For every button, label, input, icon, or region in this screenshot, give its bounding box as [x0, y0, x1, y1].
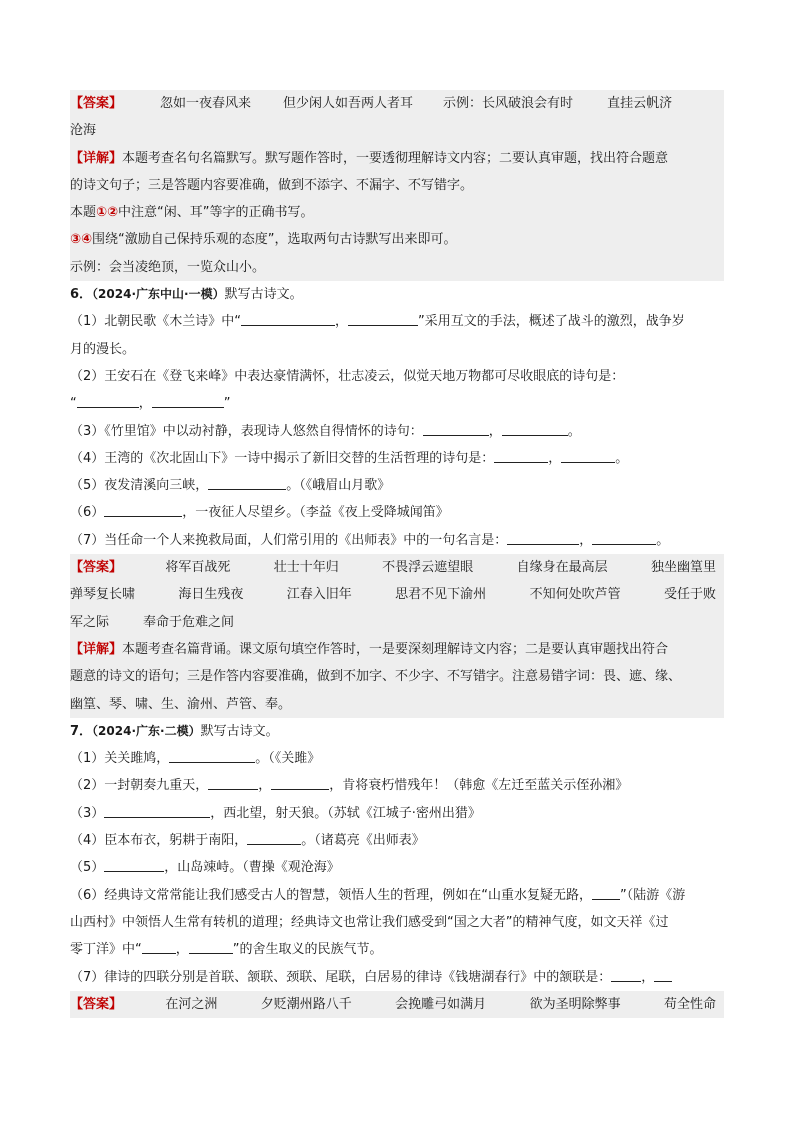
prompt-text: （4）王湾的《次北固山下》一诗中揭示了新旧交替的生活哲理的诗句是：: [70, 450, 495, 466]
q6-detail-line: [70, 636, 724, 663]
prompt-text: ，一夜征人尽望乡。（李益《夜上受降城闻笛》: [182, 505, 449, 521]
answer-item: 示例：长风破浪会有时: [443, 96, 574, 111]
q6-answer-line: [70, 554, 724, 581]
prompt-text: ，: [488, 423, 502, 439]
prompt-text: 。: [656, 532, 670, 548]
sub-question: [70, 964, 724, 991]
prompt-text: ，: [579, 532, 593, 548]
answer-blank[interactable]: [104, 859, 164, 872]
sub-question: [70, 800, 724, 827]
document-page: [70, 90, 724, 1018]
prompt-text: ，: [548, 450, 562, 466]
prompt-text: （6）经典诗文常常能让我们感受古人的智慧，领悟人生的哲理，例如在“山重水复疑无路，: [70, 887, 593, 903]
prompt-text: ，: [641, 969, 655, 985]
q5-detail-line: 示例：会当凌绝顶，一览众山小。: [70, 259, 266, 275]
question-number: 7．: [70, 723, 93, 739]
answer-blank[interactable]: [189, 941, 233, 954]
prompt-text: （5）: [70, 860, 105, 876]
prompt-text: （2）一封朝奏九重天，: [70, 778, 209, 794]
q5-answer-tail: 沧海: [70, 123, 97, 139]
question-header: [70, 281, 724, 308]
prompt-text: “: [70, 396, 77, 412]
prompt-text: ”的舍生取义的民族气节。: [232, 942, 383, 958]
q7-answer-line: [70, 991, 724, 1018]
prompt-text: ，山岛竦峙。（曹操《观沧海》: [164, 860, 340, 876]
sub-question: [70, 499, 724, 526]
q5-answer-block: [70, 90, 724, 281]
prompt-text: ”采用互文的手法，概述了战斗的激烈，战争岁: [418, 314, 685, 330]
answer-item: 受任于败: [663, 587, 716, 603]
sub-question: [70, 308, 724, 335]
question-7: [70, 718, 724, 991]
answer-blank[interactable]: [152, 395, 224, 408]
q5-detail-line: [70, 199, 724, 226]
prompt-text: ”: [223, 396, 231, 412]
answer-blank[interactable]: [142, 941, 176, 954]
answer-blank[interactable]: [241, 313, 335, 326]
question-header: [70, 718, 724, 745]
question-number: 6．: [70, 287, 93, 303]
answer-item: 思君不见下渝州: [395, 587, 487, 603]
prompt-text: （1）北朝民歌《木兰诗》中“: [70, 314, 242, 330]
answer-item: 不知何处吹芦管: [529, 587, 621, 603]
answer-item: 自缘身在最高层: [516, 560, 608, 576]
answer-blank[interactable]: [348, 313, 418, 326]
prompt-text: ”（陆游《游: [620, 887, 686, 903]
prompt-text: 。（《关雎》: [255, 751, 321, 767]
detail-text: 本题考查名句名篇默写。默写题作答时，一要透彻理解诗文内容；二要认真审题，找出符合题意: [122, 150, 669, 166]
question-6: [70, 281, 724, 554]
prompt-text: 零丁洋》中“: [70, 942, 142, 958]
sub-question-cont: [70, 936, 724, 963]
answer-blank[interactable]: [77, 395, 139, 408]
answer-item: 江春入旧年: [286, 587, 352, 603]
answer-blank[interactable]: [494, 450, 548, 463]
prompt-text: （7）当任命一个人来挽救局面，人们常引用的《出师表》中的一句名言是：: [70, 532, 508, 548]
answer-item: 忽如一夜春风来: [160, 96, 252, 111]
question-title: 默写古诗文。: [200, 723, 279, 739]
sub-question: [70, 445, 724, 472]
prompt-text: ，: [175, 942, 189, 958]
prompt-text: （4）臣本布衣，躬耕于南阳，: [70, 833, 248, 849]
prompt-text: ，肯将衰朽惜残年！（韩愈《左迁至蓝关示侄孙湘》: [329, 778, 629, 794]
detail-text: 本题: [70, 205, 97, 221]
answer-item: 海日生残夜: [178, 587, 244, 603]
q6-detail-line: 幽篁、琴、啸、生、渝州、芦管、奉。: [70, 696, 292, 712]
sub-question-cont: 山西村》中领悟人生常有转机的道理；经典诗文也常让我们感受到“国之大者”的精神气度，如文天祥《过: [70, 914, 669, 930]
answer-blank[interactable]: [561, 450, 615, 463]
q5-answer-line: [70, 90, 724, 117]
q5-detail-line: [70, 226, 724, 253]
prompt-text: 。（《峨眉山月歌》: [286, 478, 391, 494]
answer-item: 将军百战死: [165, 560, 231, 576]
sub-question: （2）王安石在《登飞来峰》中表达豪情满怀，壮志凌云，似觉天地万物都可尽收眼底的诗句是：: [70, 368, 625, 384]
detail-text: 围绕“激励自己保持乐观的态度”，选取两句古诗默写出来即可。: [92, 232, 457, 248]
answer-item: 军之际: [70, 614, 110, 630]
answer-blank[interactable]: [271, 777, 329, 790]
answer-blank[interactable]: [507, 532, 579, 545]
sub-question: [70, 418, 724, 445]
sub-question: [70, 745, 724, 772]
detail-text: 本题考查名篇背诵。课文原句填空作答时，一是要深刻理解诗文内容；二是要认真审题找出符合: [122, 641, 669, 657]
answer-item: 但少闲人如吾两人者耳: [283, 96, 414, 111]
answer-blank[interactable]: [423, 423, 489, 436]
q7-answer-block: [70, 991, 724, 1018]
q6-answer-line: [70, 609, 724, 636]
sub-question: [70, 882, 724, 909]
prompt-text: 。: [615, 450, 629, 466]
answer-item: 苟全性命: [663, 996, 716, 1012]
prompt-text: ，: [335, 314, 349, 330]
answer-blank[interactable]: [611, 969, 641, 982]
answer-tag: 【答案】: [70, 996, 123, 1012]
prompt-text: ，: [258, 778, 272, 794]
q5-detail-line: 的诗文句子；三是答题内容要准确，做到不添字、不漏字、不写错字。: [70, 177, 474, 193]
sub-question: [70, 527, 724, 554]
circled-numbers: ①②: [96, 205, 119, 221]
answer-blank[interactable]: [104, 504, 182, 517]
answer-blank[interactable]: [592, 887, 620, 900]
prompt-text: ，: [138, 396, 152, 412]
answer-item: 不畏浮云遮望眼: [382, 560, 474, 576]
answer-item: 直挂云帆济: [607, 96, 673, 111]
question-source: （2024·广东中山·一模）: [92, 287, 225, 302]
answer-item: 会挽雕弓如满月: [395, 996, 487, 1012]
sub-question-cont: [70, 390, 724, 417]
answer-blank[interactable]: [592, 532, 656, 545]
sub-question: [70, 772, 724, 799]
answer-blank[interactable]: [104, 805, 210, 818]
answer-blank[interactable]: [208, 777, 258, 790]
answer-tag: 【答案】: [70, 560, 123, 576]
prompt-text: ，西北望，射天狼。（苏轼《江城子·密州出猎》: [210, 805, 481, 821]
sub-question: [70, 854, 724, 881]
answer-item: 夕贬潮州路八千: [260, 996, 352, 1012]
prompt-text: （7）律诗的四联分别是首联、颔联、颈联、尾联，白居易的律诗《钱塘湖春行》中的颔联是：: [70, 969, 612, 985]
sub-question-cont: 月的漫长。: [70, 341, 136, 357]
answer-blank[interactable]: [169, 750, 255, 763]
q6-answer-line: [70, 581, 724, 608]
prompt-text: （6）: [70, 505, 105, 521]
detail-text: 中注意“闲、耳”等字的正确书写。: [118, 205, 314, 221]
q5-detail-line: [70, 145, 724, 172]
answer-item: 欲为圣明除弊事: [529, 996, 621, 1012]
prompt-text: 。: [567, 423, 581, 439]
q6-answer-block: [70, 554, 724, 718]
prompt-text: （3）《竹里馆》中以动衬静，表现诗人悠然自得情怀的诗句：: [70, 423, 423, 439]
prompt-text: （5）夜发清溪向三峡，: [70, 478, 209, 494]
question-title: 默写古诗文。: [224, 287, 303, 303]
answer-tag: 【答案】: [70, 96, 123, 111]
answer-item: 壮士十年归: [273, 560, 339, 576]
detail-tag: 【详解】: [70, 641, 123, 657]
q6-detail-line: 题意的诗文的语句；三是作答内容要准确，做到不加字、不少字、不写错字。注意易错字词：畏、遮、缘、: [70, 669, 682, 685]
question-source: （2024·广东·二模）: [92, 723, 201, 738]
sub-question: [70, 472, 724, 499]
prompt-text: （3）: [70, 805, 105, 821]
answer-blank[interactable]: [502, 423, 568, 436]
circled-numbers: ③④: [70, 232, 93, 248]
detail-tag: 【详解】: [70, 150, 123, 166]
answer-blank[interactable]: [654, 969, 672, 982]
answer-item: 在河之洲: [165, 996, 218, 1012]
prompt-text: 。（诸葛亮《出师表》: [301, 833, 425, 849]
sub-question: [70, 827, 724, 854]
prompt-text: （1）关关雎鸠，: [70, 751, 170, 767]
answer-item: 独坐幽篁里: [650, 560, 716, 576]
answer-blank[interactable]: [208, 477, 286, 490]
answer-item: 奉命于危难之间: [143, 614, 235, 630]
answer-item: 弹琴复长啸: [70, 587, 136, 603]
answer-blank[interactable]: [247, 832, 301, 845]
